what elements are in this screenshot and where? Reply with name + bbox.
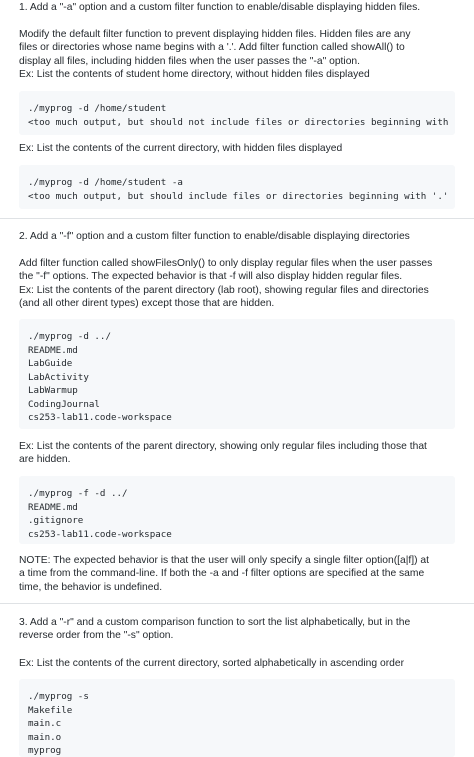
section2-note: NOTE: The expected behavior is that the user will only specify a single filter option([a|f]) at a time from the command-line. If both the -a and -f filter options are specified at the same time, the behavior is undefined.: [19, 555, 429, 593]
section1-example-2: Ex: List the contents of the current directory, with hidden files displayed: [19, 143, 343, 154]
section1-description: Modify the default filter function to prevent displaying hidden files. Hidden files are any files or directories whose name begins with a '.'. Add filter function called showAll() to display all files, including hidden files when the user passes the "-a" option. Ex: List the contents of student home directory, without hidden files displayed: [19, 29, 411, 81]
section2-code-1: ./myprog -d ../ README.md LabGuide LabActivity LabWarmup CodingJournal cs253-lab11.code-workspace: [28, 331, 172, 423]
section2-code-block-2: [19, 476, 455, 544]
section2-heading: 2. Add a "-f" option and a custom filter function to enable/disable displaying directories: [19, 231, 410, 242]
section-divider: [0, 218, 474, 219]
section3-example-1: Ex: List the contents of the current directory, sorted alphabetically in ascending order: [19, 658, 405, 669]
section1-heading: 1. Add a "-a" option and a custom filter function to enable/disable displaying hidden files.: [19, 2, 421, 13]
section3-code-1: ./myprog -s Makefile main.c main.o myprog: [28, 691, 89, 756]
section2-description: Add filter function called showFilesOnly() to only display regular files when the user passes the "-f" options. The expected behavior is that -f will also display hidden regular files. Ex: List the contents of the parent directory (lab root), showing regular files and directories (and all other dirent types) except those that are hidden.: [19, 258, 433, 310]
section2-code-block-1: [19, 319, 455, 429]
section1-code-2: ./myprog -d /home/student -a <too much output, but should include files or directories beginning with '.': [28, 177, 449, 202]
section3-code-block-1: [19, 679, 455, 757]
section1-code-block-2: [19, 165, 455, 209]
section2-code-2: ./myprog -f -d ../ README.md .gitignore cs253-lab11.code-workspace: [28, 488, 172, 540]
section-divider: [0, 603, 474, 604]
section2-example-2: Ex: List the contents of the parent directory, showing only regular files including those that are hidden.: [19, 441, 427, 466]
section1-code-block-1: [19, 91, 455, 135]
section1-code-1: ./myprog -d /home/student <too much output, but should not include files or directories beginning with: [28, 103, 449, 128]
section3-heading: 3. Add a "-r" and a custom comparison function to sort the list alphabetically, but in the reverse order from the "-s" option.: [19, 617, 411, 642]
